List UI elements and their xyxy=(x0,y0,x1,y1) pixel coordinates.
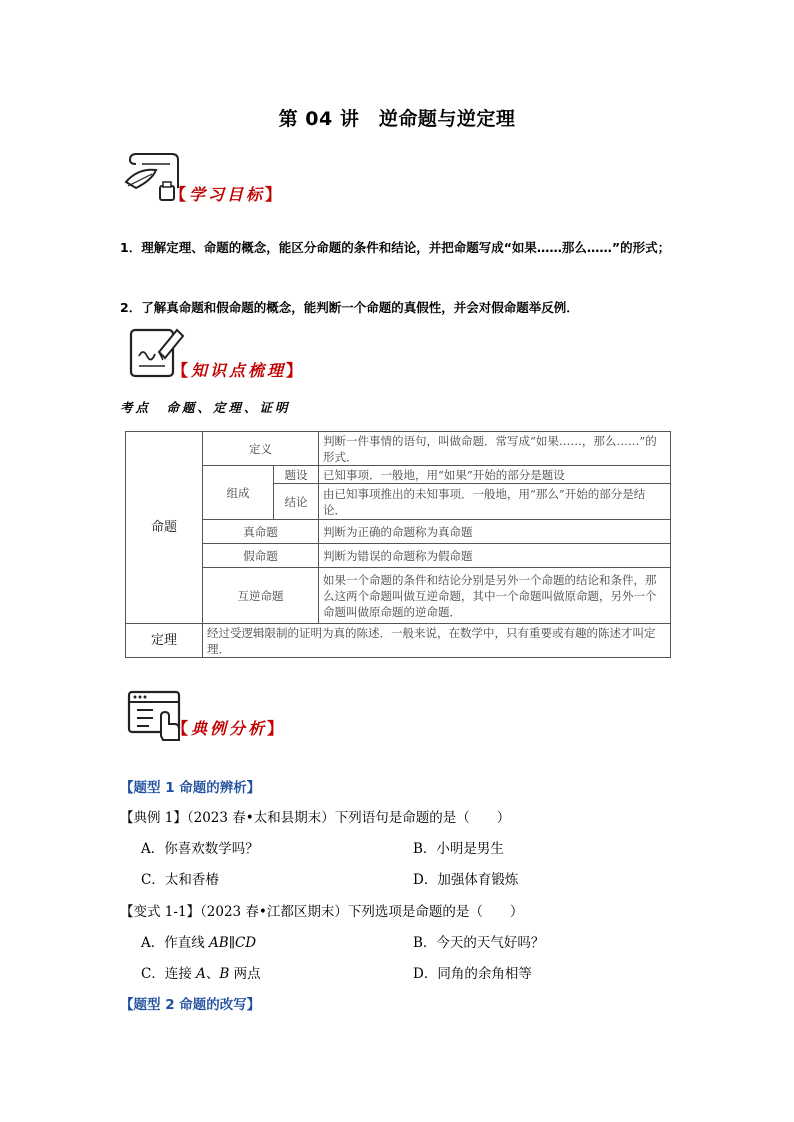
hypothesis-text: 已知事项．一般地，用“如果”开始的部分是题设 xyxy=(319,466,671,484)
theorem-text: 经过受逻辑限制的证明为真的陈述．一般来说，在数学中，只有重要或有趣的陈述才叫定理． xyxy=(203,624,671,658)
example1-option-a: A．你喜欢数学吗？ xyxy=(141,841,259,857)
example1-option-b: B．小明是男生 xyxy=(413,841,504,857)
variant1-1-option-c: C．连接 A、B 两点 xyxy=(141,966,261,982)
hypothesis-label: 题设 xyxy=(274,466,319,484)
kaodian-label: 考点 命题、定理、证明 xyxy=(120,400,291,415)
page-title: 第 04 讲 逆命题与逆定理 xyxy=(278,108,516,130)
knowledge-table xyxy=(125,431,671,658)
true-prop-label: 真命题 xyxy=(203,520,319,544)
definition-label: 定义 xyxy=(203,432,319,466)
variant1-1-stem: 【变式 1-1】（2023 春•江都区期末）下列选项是命题的是（ ） xyxy=(120,904,524,920)
composition-label: 组成 xyxy=(203,466,274,520)
section-knowledge-header: 【知识点梳理】 xyxy=(172,361,306,380)
true-prop-text: 判断为正确的命题称为真命题 xyxy=(319,520,671,544)
type2-heading: 【题型 2 命题的改写】 xyxy=(120,997,261,1013)
variant1-1-option-b: B．今天的天气好吗？ xyxy=(413,935,545,951)
proposition-cell: 命题 xyxy=(126,432,203,624)
variant1-1-option-a: A．作直线 AB∥CD xyxy=(141,935,257,951)
example1-option-d: D．加强体育锻炼 xyxy=(413,872,519,888)
type1-heading: 【题型 1 命题的辨析】 xyxy=(120,780,261,796)
theorem-cell: 定理 xyxy=(126,624,203,658)
converse-text: 如果一个命题的条件和结论分别是另外一个命题的结论和条件，那么这两个命题叫做互逆命题，其中一个命题叫做原命题，另外一个命题叫做原命题的逆命题． xyxy=(319,568,671,624)
definition-text: 判断一件事情的语句，叫做命题．常写成“如果……，那么……”的形式． xyxy=(319,432,671,466)
section-examples-header: 【典例分析】 xyxy=(172,719,287,738)
goal-item-2: 2．了解真命题和假命题的概念，能判断一个命题的真假性，并会对假命题举反例． xyxy=(120,300,579,315)
example1-stem: 【典例 1】（2023 春•太和县期末）下列语句是命题的是（ ） xyxy=(120,810,511,826)
conclusion-text: 由已知事项推出的未知事项．一般地，用“那么”开始的部分是结论． xyxy=(319,484,671,520)
variant1-1-option-d: D．同角的余角相等 xyxy=(413,966,532,982)
converse-label: 互逆命题 xyxy=(203,568,319,624)
false-prop-text: 判断为错误的命题称为假命题 xyxy=(319,544,671,568)
example1-option-c: C．太和香椿 xyxy=(141,872,219,888)
conclusion-label: 结论 xyxy=(274,484,319,520)
section-goals-header: 【学习目标】 xyxy=(170,185,285,204)
goal-item-1: 1．理解定理、命题的概念，能区分命题的条件和结论，并把命题写成“如果……那么……”的形式； xyxy=(120,240,671,255)
false-prop-label: 假命题 xyxy=(203,544,319,568)
